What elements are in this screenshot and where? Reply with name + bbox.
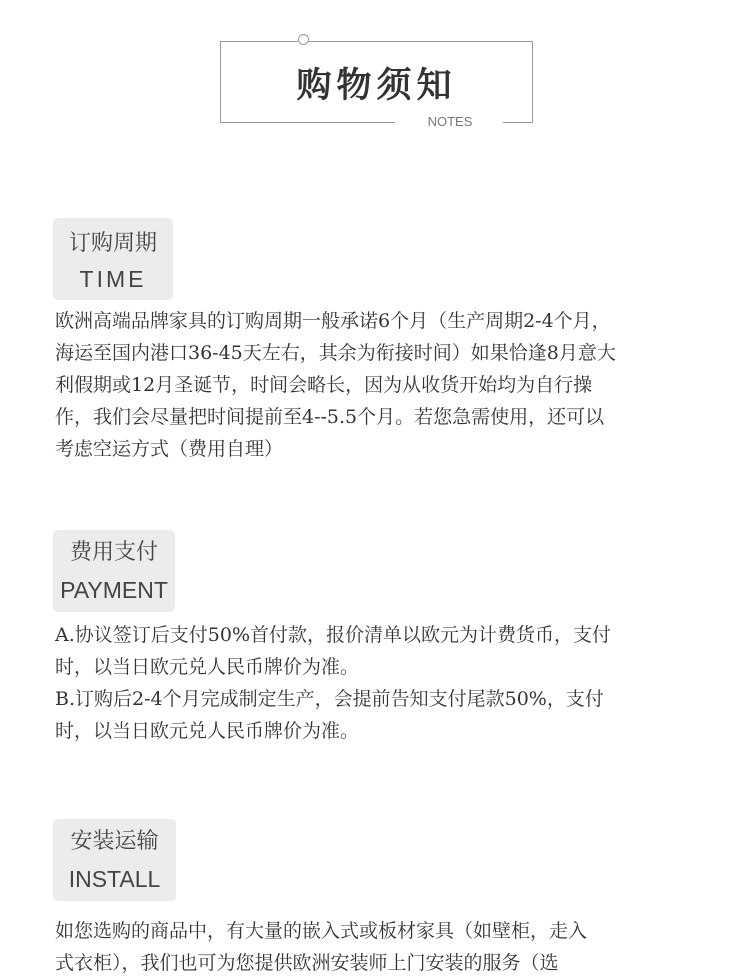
body-line: 海运至国内港口36-45天左右，其余为衔接时间）如果恰逢8月意大 xyxy=(55,342,616,364)
section-tag-en: INSTALL xyxy=(68,866,161,892)
section-tag-zh: 安装运输 xyxy=(70,829,159,854)
section-tag-payment xyxy=(53,530,175,612)
body-line: A.协议签订后支付50%首付款，报价清单以欧元为计费货币，支付 xyxy=(55,624,611,646)
frame-bottom-left-line xyxy=(220,122,395,123)
body-line: 作，我们会尽量把时间提前至4--5.5个月。若您急需使用，还可以 xyxy=(55,406,605,428)
body-line: 时，以当日欧元兑人民币牌价为准。 xyxy=(55,656,360,678)
page-subtitle: NOTES xyxy=(427,114,473,129)
section-body-install xyxy=(55,915,705,979)
notes-header xyxy=(0,0,750,140)
circle-ornament-icon xyxy=(298,34,309,45)
section-tag-zh: 费用支付 xyxy=(69,540,158,565)
section-tag-en: PAYMENT xyxy=(60,577,168,603)
frame-top-right-line xyxy=(308,41,533,42)
section-tag-time xyxy=(53,218,173,300)
body-line: B.订购后2-4个月完成制定生产，会提前告知支付尾款50%，支付 xyxy=(55,688,604,710)
section-tag-en: TIME xyxy=(79,266,147,292)
body-line: 时，以当日欧元兑人民币牌价为准。 xyxy=(55,720,360,742)
section-tag-zh: 订购周期 xyxy=(68,231,157,256)
body-line: 式衣柜），我们也可为您提供欧洲安装师上门安装的服务（选 xyxy=(55,952,559,974)
section-body-payment xyxy=(55,619,705,747)
body-line: 考虑空运方式（费用自理） xyxy=(55,438,284,460)
section-tag-install xyxy=(53,819,176,901)
section-body-time xyxy=(55,305,705,465)
body-line: 如您选购的商品中，有大量的嵌入式或板材家具（如壁柜，走入 xyxy=(55,920,588,942)
body-line: 欧洲高端品牌家具的订购周期一般承诺6个月（生产周期2-4个月， xyxy=(55,310,611,332)
body-line: 利假期或12月圣诞节，时间会略长，因为从收货开始均为自行操 xyxy=(55,374,593,396)
frame-bottom-right-line xyxy=(503,122,533,123)
frame-top-left-line xyxy=(220,41,298,42)
page-title: 购物须知 xyxy=(296,66,457,106)
